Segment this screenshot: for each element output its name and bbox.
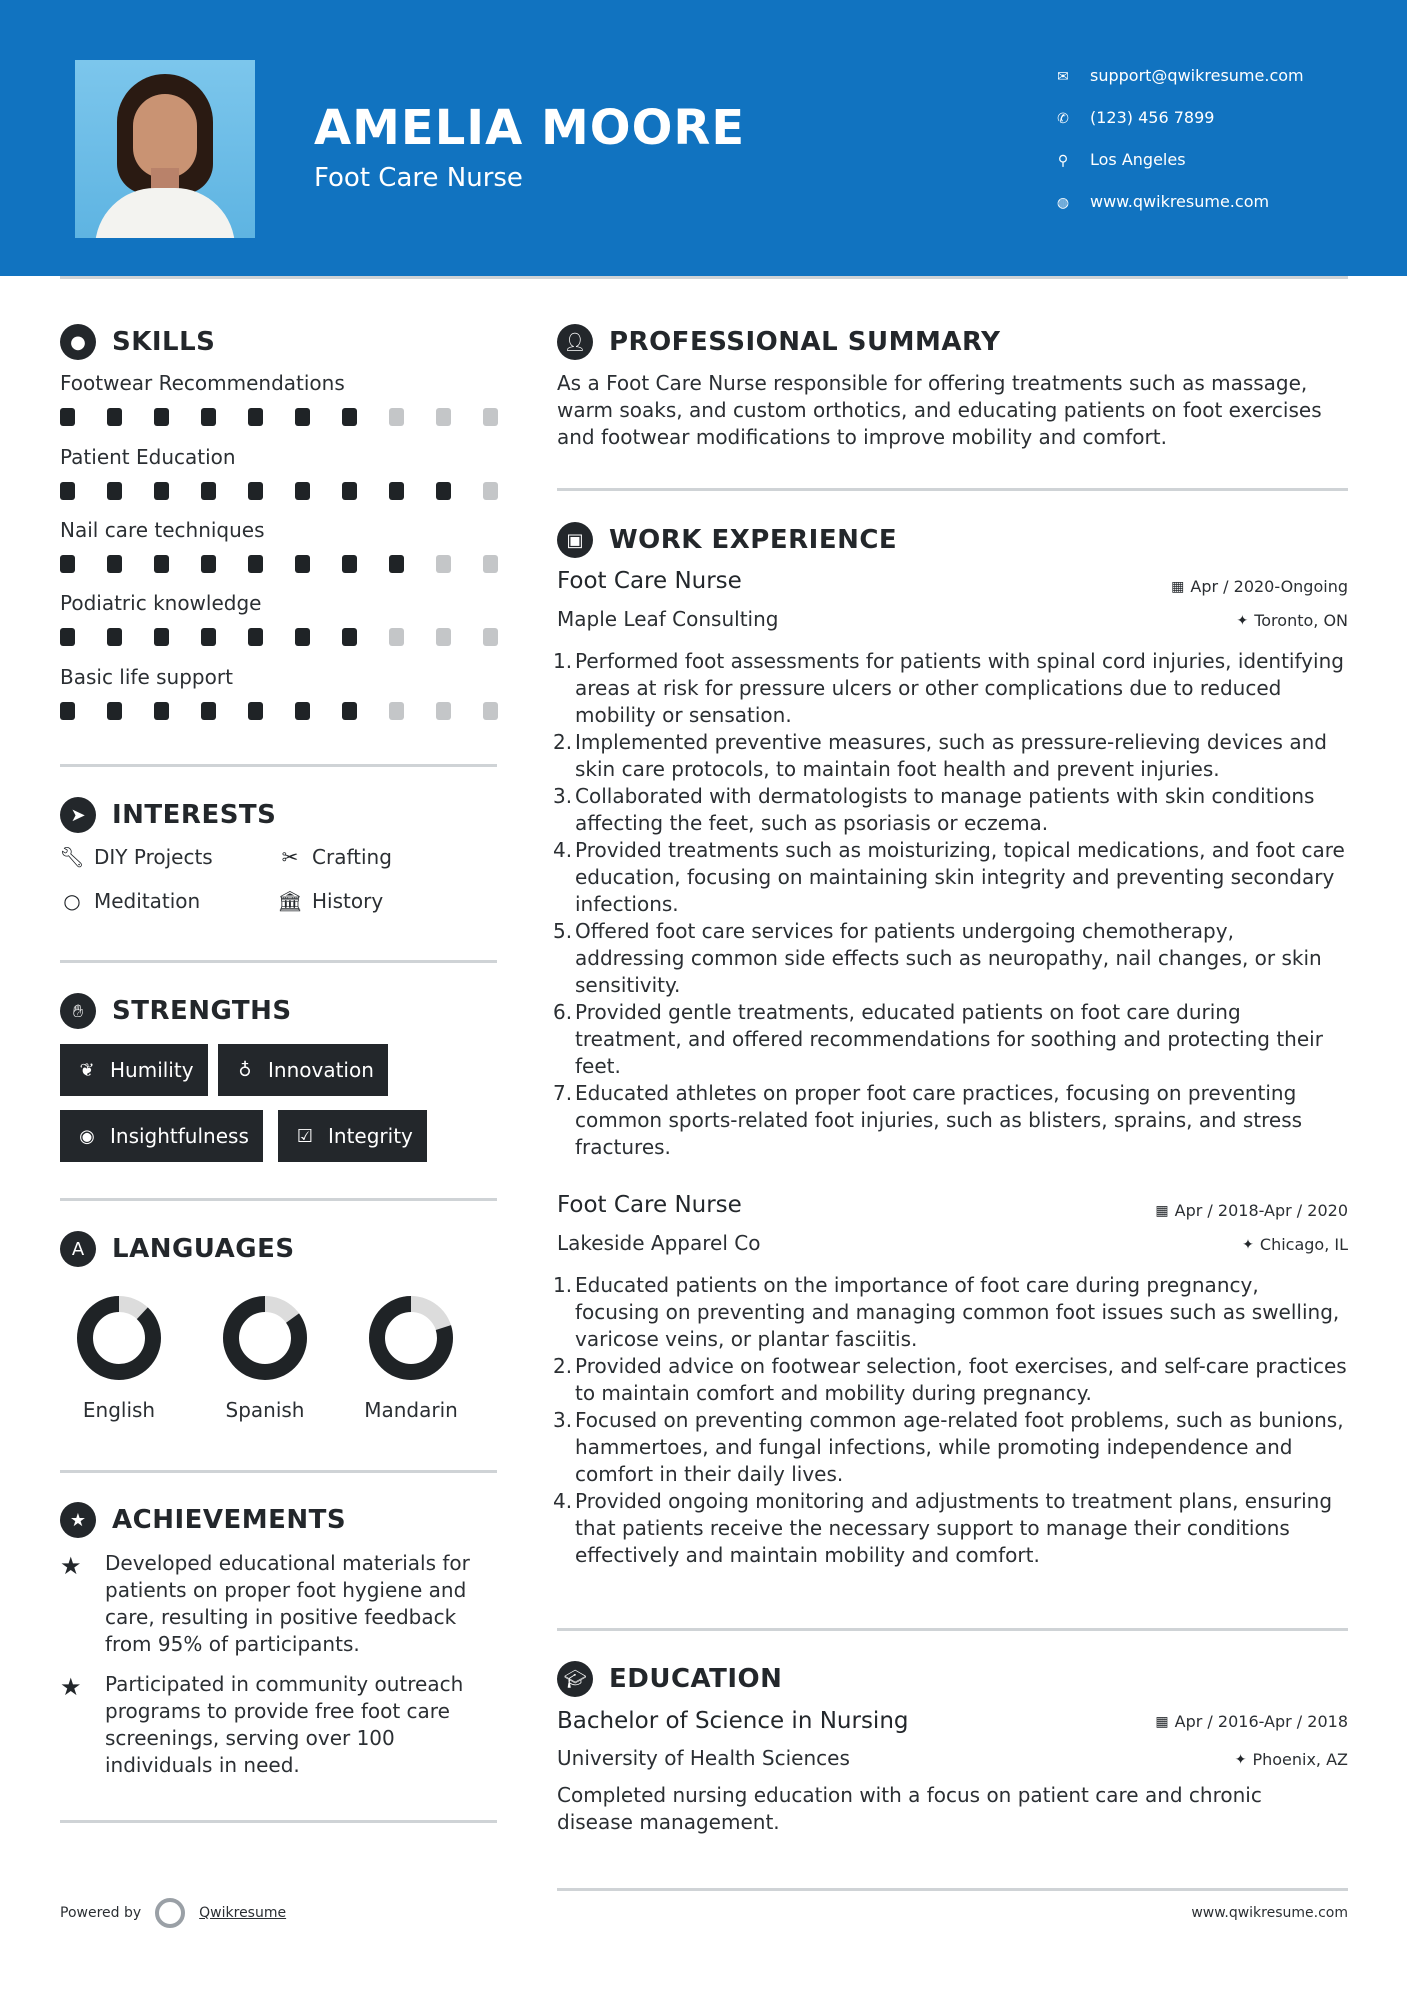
pushpin-icon: ✦ [1242, 1236, 1254, 1253]
interest-item: ✂ Crafting [278, 845, 392, 869]
interest-item: 🔧︎ DIY Projects [59, 845, 213, 869]
skill-dot-empty [483, 628, 498, 646]
list-item: 7. Educated athletes on proper foot care practices, focusing on preventing common sports-related foot injuries, such as blisters, sprains, and stress fractures. [553, 1081, 1303, 1159]
summary-text: As a Foot Care Nurse responsible for offering treatments such as massage, warm soaks, and custom orthotics, and educating patients on foot exercises and footwear modifications to improve mobility and comfort. [557, 371, 1322, 449]
skill-dot-filled [248, 555, 263, 573]
qwikresume-link[interactable]: Qwikresume [199, 1905, 287, 1921]
skills-heading: ● SKILLS [60, 324, 215, 360]
calendar-icon: ▦ [1155, 1202, 1169, 1219]
envelope-icon: ✉ [1057, 69, 1069, 85]
graduate-icon: 🎓︎ [557, 1661, 593, 1697]
list-item: 2. Provided advice on footwear selection, foot exercises, and self-care practices to maintain comfort and mobility during pregnancy. [553, 1354, 1347, 1405]
skill-dot-filled [248, 702, 263, 720]
education-heading: 🎓︎ EDUCATION [557, 1661, 782, 1697]
candidate-title: Foot Care Nurse [314, 163, 523, 193]
skill-dot-filled [107, 555, 122, 573]
degree-title: Bachelor of Science in Nursing [557, 1708, 909, 1734]
calendar-icon: ▦ [1171, 578, 1185, 595]
skill-dot-filled [389, 555, 404, 573]
list-item: 4. Provided treatments such as moisturizing, topical medications, and foot care education, focusing on maintaining skin integrity and preventing secondary infections. [553, 838, 1345, 916]
list-item: 3. Collaborated with dermatologists to manage patients with skin conditions affecting the feet, such as psoriasis or eczema. [553, 784, 1315, 835]
skill-rating [60, 482, 500, 500]
leaf-icon: ❦ [79, 1059, 95, 1081]
skill-dot-filled [342, 482, 357, 500]
skill-dot-filled [60, 555, 75, 573]
skill-dot-filled [154, 628, 169, 646]
section-divider [557, 1888, 1348, 1891]
section-divider [557, 488, 1348, 491]
skill-dot-filled [389, 482, 404, 500]
job-responsibilities [553, 1272, 1348, 1569]
shooting-star-icon: ★ [60, 1552, 82, 1580]
contact-website[interactable]: ◍ www.qwikresume.com [1054, 182, 1384, 224]
map-pin-icon: ⚲ [1057, 153, 1069, 169]
language-name: English [82, 1398, 156, 1422]
skill-rating [60, 408, 500, 426]
skill-dot-filled [107, 482, 122, 500]
skill-dot-empty [436, 555, 451, 573]
skill-dot-filled [201, 408, 216, 426]
experience-heading: ▣ WORK EXPERIENCE [557, 522, 897, 558]
achievements-heading: ★ ACHIEVEMENTS [60, 1502, 346, 1538]
skill-dot-filled [201, 555, 216, 573]
section-divider [557, 1628, 1348, 1631]
wrench-icon: 🔧︎ [59, 845, 85, 869]
job-dates: ▦ Apr / 2020-Ongoing [1171, 577, 1348, 596]
lightbulb-icon: ● [60, 324, 96, 360]
job-dates: ▦ Apr / 2018-Apr / 2020 [1155, 1201, 1348, 1220]
job-location: ✦ Chicago, IL [1242, 1235, 1348, 1254]
language-donut [75, 1294, 163, 1382]
skill-dot-filled [248, 408, 263, 426]
shooting-star-icon: ★ [60, 1673, 82, 1701]
skill-dot-empty [389, 702, 404, 720]
skill-dot-filled [201, 482, 216, 500]
skill-dot-filled [342, 702, 357, 720]
list-item: 5. Offered foot care services for patients undergoing chemotherapy, addressing common side effects such as neuropathy, nail changes, or skin sensitivity. [553, 919, 1322, 997]
strength-badge: ◉ Insightfulness [60, 1110, 263, 1162]
language-name: Spanish [225, 1398, 305, 1422]
profile-photo [75, 60, 255, 238]
interests-heading: ➤ INTERESTS [60, 797, 276, 833]
skill-dot-filled [201, 628, 216, 646]
skill-dot-empty [436, 408, 451, 426]
museum-icon: 🏛︎ [277, 889, 303, 913]
pushpin-icon: ✦ [1234, 1751, 1247, 1768]
list-item: 4. Provided ongoing monitoring and adjustments to treatment plans, ensuring that patients receive the necessary support to manage their conditions effectively and maintain mobility and comfort. [553, 1489, 1333, 1567]
list-item: 6. Provided gentle treatments, educated patients on foot care during treatment, and offered recommendations for soothing and protecting their feet. [553, 1000, 1323, 1078]
skill-dot-empty [483, 482, 498, 500]
skill-dot-filled [295, 555, 310, 573]
contact-list [1054, 56, 1384, 224]
skill-dot-filled [295, 628, 310, 646]
skill-dot-filled [107, 628, 122, 646]
skill-dot-filled [248, 628, 263, 646]
calendar-icon: ▦ [1155, 1713, 1169, 1730]
contact-location: ⚲ Los Angeles [1054, 140, 1384, 182]
job-title: Foot Care Nurse [557, 1192, 742, 1218]
resume-header [0, 0, 1407, 276]
skill-dot-filled [154, 702, 169, 720]
job-company: Lakeside Apparel Co [557, 1231, 761, 1255]
footer-url[interactable]: www.qwikresume.com [1191, 1905, 1348, 1921]
skill-name: Basic life support [60, 665, 233, 689]
section-divider [60, 764, 497, 767]
skill-dot-filled [107, 702, 122, 720]
skill-dot-filled [436, 482, 451, 500]
skill-dot-filled [295, 482, 310, 500]
check-square-icon: ☑ [296, 1125, 314, 1147]
strength-badge: ☑ Integrity [278, 1110, 427, 1162]
skill-dot-empty [389, 408, 404, 426]
school-name: University of Health Sciences [557, 1746, 850, 1770]
user-icon: 👤︎ [557, 324, 593, 360]
header-divider [60, 276, 1348, 279]
education-description: Completed nursing education with a focus on patient care and chronic disease management. [557, 1783, 1262, 1834]
skill-dot-empty [483, 408, 498, 426]
skill-dot-empty [389, 628, 404, 646]
skill-name: Podiatric knowledge [60, 591, 262, 615]
job-title: Foot Care Nurse [557, 568, 742, 594]
qwikresume-logo-icon [155, 1898, 185, 1928]
section-divider [60, 1198, 497, 1201]
skill-dot-filled [107, 408, 122, 426]
skill-dot-empty [483, 555, 498, 573]
languages-heading: A LANGUAGES [60, 1231, 295, 1267]
skill-dot-filled [342, 628, 357, 646]
job-company: Maple Leaf Consulting [557, 607, 779, 631]
pushpin-icon: ✦ [1236, 612, 1249, 629]
skill-dot-filled [60, 408, 75, 426]
education-location: ✦ Phoenix, AZ [1234, 1750, 1348, 1769]
eye-icon: ◉ [79, 1125, 95, 1147]
skill-dot-empty [436, 628, 451, 646]
powered-by-label: Powered by [60, 1905, 142, 1921]
list-item: 3. Focused on preventing common age-related foot problems, such as bunions, hammertoes, and fungal infections, while promoting independence and comfort in their daily lives. [553, 1408, 1344, 1486]
skill-dot-filled [201, 702, 216, 720]
language-name: Mandarin [364, 1398, 458, 1422]
section-divider [60, 1820, 497, 1823]
skill-dot-filled [154, 555, 169, 573]
summary-heading: 👤︎ PROFESSIONAL SUMMARY [557, 324, 1000, 360]
paper-plane-icon: ➤ [60, 797, 96, 833]
skill-dot-filled [154, 482, 169, 500]
raised-hand-icon: ✋︎ [60, 993, 96, 1029]
skill-dot-filled [295, 408, 310, 426]
language-item [346, 1294, 476, 1422]
candidate-name: AMELIA MOORE [314, 100, 746, 156]
job-location: ✦ Toronto, ON [1236, 611, 1348, 630]
interest-item: 🏛︎ History [277, 889, 384, 913]
list-item: 2. Implemented preventive measures, such as pressure-relieving devices and skin care protocols, to maintain foot health and prevent injuries. [553, 730, 1327, 781]
phone-icon: ✆ [1057, 111, 1069, 127]
skill-dot-filled [248, 482, 263, 500]
translate-icon: A [60, 1231, 96, 1267]
contact-phone[interactable]: ✆ (123) 456 7899 [1054, 98, 1384, 140]
section-divider [60, 1470, 497, 1473]
section-divider [60, 960, 497, 963]
interest-item: ○ Meditation [60, 889, 200, 913]
skill-rating [60, 555, 500, 573]
skill-rating [60, 702, 500, 720]
skill-dot-filled [342, 555, 357, 573]
list-item: 1. Educated patients on the importance of foot care during pregnancy, focusing on preventing and managing common foot issues such as swelling, varicose veins, or plantar fasciitis. [553, 1273, 1340, 1351]
skill-dot-filled [295, 702, 310, 720]
skill-dot-filled [60, 482, 75, 500]
skill-name: Nail care techniques [60, 518, 265, 542]
skill-dot-filled [154, 408, 169, 426]
education-dates: ▦ Apr / 2016-Apr / 2018 [1155, 1712, 1348, 1731]
lightbulb-icon: ♁ [238, 1059, 252, 1081]
skill-name: Footwear Recommendations [60, 371, 345, 395]
language-item [54, 1294, 184, 1422]
strength-badge: ❦ Humility [60, 1044, 208, 1096]
language-item [200, 1294, 330, 1422]
skill-rating [60, 628, 500, 646]
strength-badge: ♁ Innovation [218, 1044, 388, 1096]
footer-branding [60, 1898, 286, 1928]
briefcase-icon: ▣ [557, 522, 593, 558]
scissors-icon: ✂ [281, 845, 299, 869]
skill-dot-filled [342, 408, 357, 426]
job-responsibilities [553, 648, 1348, 1161]
list-item: 1. Performed foot assessments for patients with spinal cord injuries, identifying areas at risk for pressure ulcers or other complications due to reduced mobility or sensation. [553, 649, 1344, 727]
strengths-heading: ✋︎ STRENGTHS [60, 993, 292, 1029]
language-donut [367, 1294, 455, 1382]
globe-icon: ◍ [1056, 195, 1070, 211]
skill-name: Patient Education [60, 445, 236, 469]
contact-email[interactable]: ✉ support@qwikresume.com [1054, 56, 1384, 98]
skill-dot-filled [60, 628, 75, 646]
language-donut [221, 1294, 309, 1382]
skill-dot-empty [436, 702, 451, 720]
circle-icon: ○ [63, 889, 81, 913]
skill-dot-empty [483, 702, 498, 720]
star-badge-icon: ★ [60, 1502, 96, 1538]
skill-dot-filled [60, 702, 75, 720]
